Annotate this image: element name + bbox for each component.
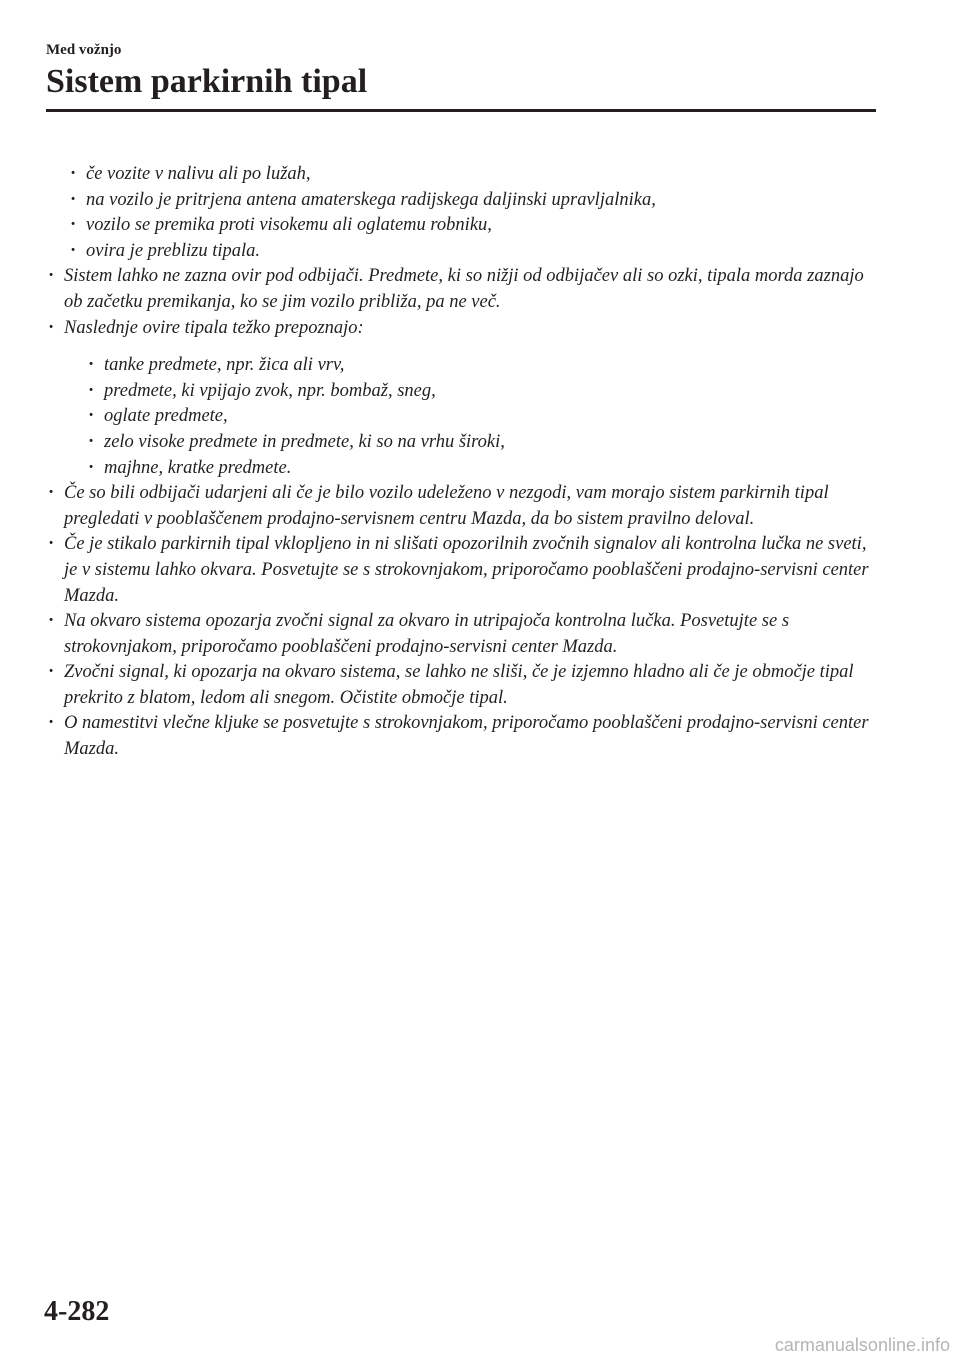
page-number: 4-282 — [44, 1296, 110, 1327]
sub-list-item-text: predmete, ki vpijajo zvok, npr. bombaž, sneg, — [104, 380, 436, 401]
sub-list-item-text: majhne, kratke predmete. — [104, 457, 292, 478]
sub-list-item — [64, 404, 876, 430]
bullet-icon: · — [48, 662, 55, 683]
list-item — [46, 264, 876, 315]
list-item — [46, 162, 876, 188]
list-item — [46, 188, 876, 214]
bullet-icon: · — [88, 406, 95, 427]
page-title: Sistem parkirnih tipal — [46, 63, 368, 100]
list-item — [46, 316, 876, 482]
sub-list — [64, 353, 876, 481]
bullet-icon: · — [48, 317, 55, 338]
bullet-icon: · — [70, 240, 77, 261]
bullet-icon: · — [48, 534, 55, 555]
sub-list-item — [64, 430, 876, 456]
bullet-icon: · — [88, 355, 95, 376]
bullet-icon: · — [48, 611, 55, 632]
sub-list-item — [64, 353, 876, 379]
watermark[interactable]: carmanualsonline.info — [774, 1335, 950, 1355]
bullet-icon: · — [88, 457, 95, 478]
bullet-icon: · — [70, 164, 77, 184]
list-item-text: Na okvaro sistema opozarja zvočni signal za okvaro in utripajoča kontrolna lučka. Posvetujte se s strokovnjakom, priporočamo pooblaščeni prodajno-servisni center Mazda. — [64, 611, 790, 657]
section-label: Med vožnjo — [46, 42, 122, 58]
list-item — [46, 609, 876, 660]
list-item-text: Če je stikalo parkirnih tipal vklopljeno in ni slišati opozorilnih zvočnih signalov ali kontrolna lučka ne sveti, je v sistemu lahko okvara. Posvetujte se s strokovnjakom, priporočamo pooblaščeni prodajno-servisni center Mazda. — [64, 534, 869, 606]
list-item-text: Če so bili odbijači udarjeni ali če je bilo vozilo udeleženo v nezgodi, vam morajo sistem parkirnih tipal pregledati v pooblaščenem prodajno-servisnem centru Mazda, da bo sistem pravilno deloval. — [64, 483, 829, 529]
sub-list-item — [64, 379, 876, 405]
list-item — [46, 532, 876, 609]
body-content — [46, 162, 876, 763]
list-item-text: Naslednje ovire tipala težko prepoznajo: — [64, 317, 364, 338]
bullet-icon: · — [48, 266, 55, 287]
main-list — [46, 264, 876, 762]
bullet-icon: · — [88, 431, 95, 452]
list-item-text: ovira je preblizu tipala. — [86, 240, 261, 261]
bullet-icon: · — [88, 380, 95, 401]
title-rule — [46, 109, 876, 112]
bullet-icon: · — [48, 483, 55, 504]
sub-list-item-text: zelo visoke predmete in predmete, ki so na vrhu široki, — [104, 431, 505, 452]
bullet-icon: · — [70, 189, 77, 210]
sub-list-item-text: oglate predmete, — [104, 406, 228, 427]
list-item — [46, 481, 876, 532]
list-item-text: če vozite v nalivu ali po lužah, — [86, 164, 311, 184]
list-item-text: Zvočni signal, ki opozarja na okvaro sistema, se lahko ne sliši, če je izjemno hladno ali če je območje tipal prekrito z blatom, ledom ali snegom. Očistite območje tipal. — [64, 662, 854, 708]
list-item — [46, 711, 876, 762]
list-item — [46, 213, 876, 239]
bullet-icon: · — [70, 215, 77, 236]
pre-list — [46, 162, 876, 264]
list-item-text: Sistem lahko ne zazna ovir pod odbijači. Predmete, ki so nižji od odbijačev ali so ozki, tipala morda zaznajo ob začetku premikanja, ko se jim vozilo približa, pa ne več. — [64, 266, 864, 312]
list-item — [46, 660, 876, 711]
list-item-text: vozilo se premika proti visokemu ali oglatemu robniku, — [86, 215, 492, 236]
list-item-text: na vozilo je pritrjena antena amaterskega radijskega daljinski upravljalnika, — [86, 189, 656, 210]
list-item — [46, 239, 876, 265]
sub-list-item — [64, 456, 876, 482]
list-item-text: O namestitvi vlečne kljuke se posvetujte s strokovnjakom, priporočamo pooblaščeni prodajno-servisni center Mazda. — [64, 713, 869, 760]
sub-list-item-text: tanke predmete, npr. žica ali vrv, — [104, 355, 345, 376]
bullet-icon: · — [48, 713, 55, 734]
